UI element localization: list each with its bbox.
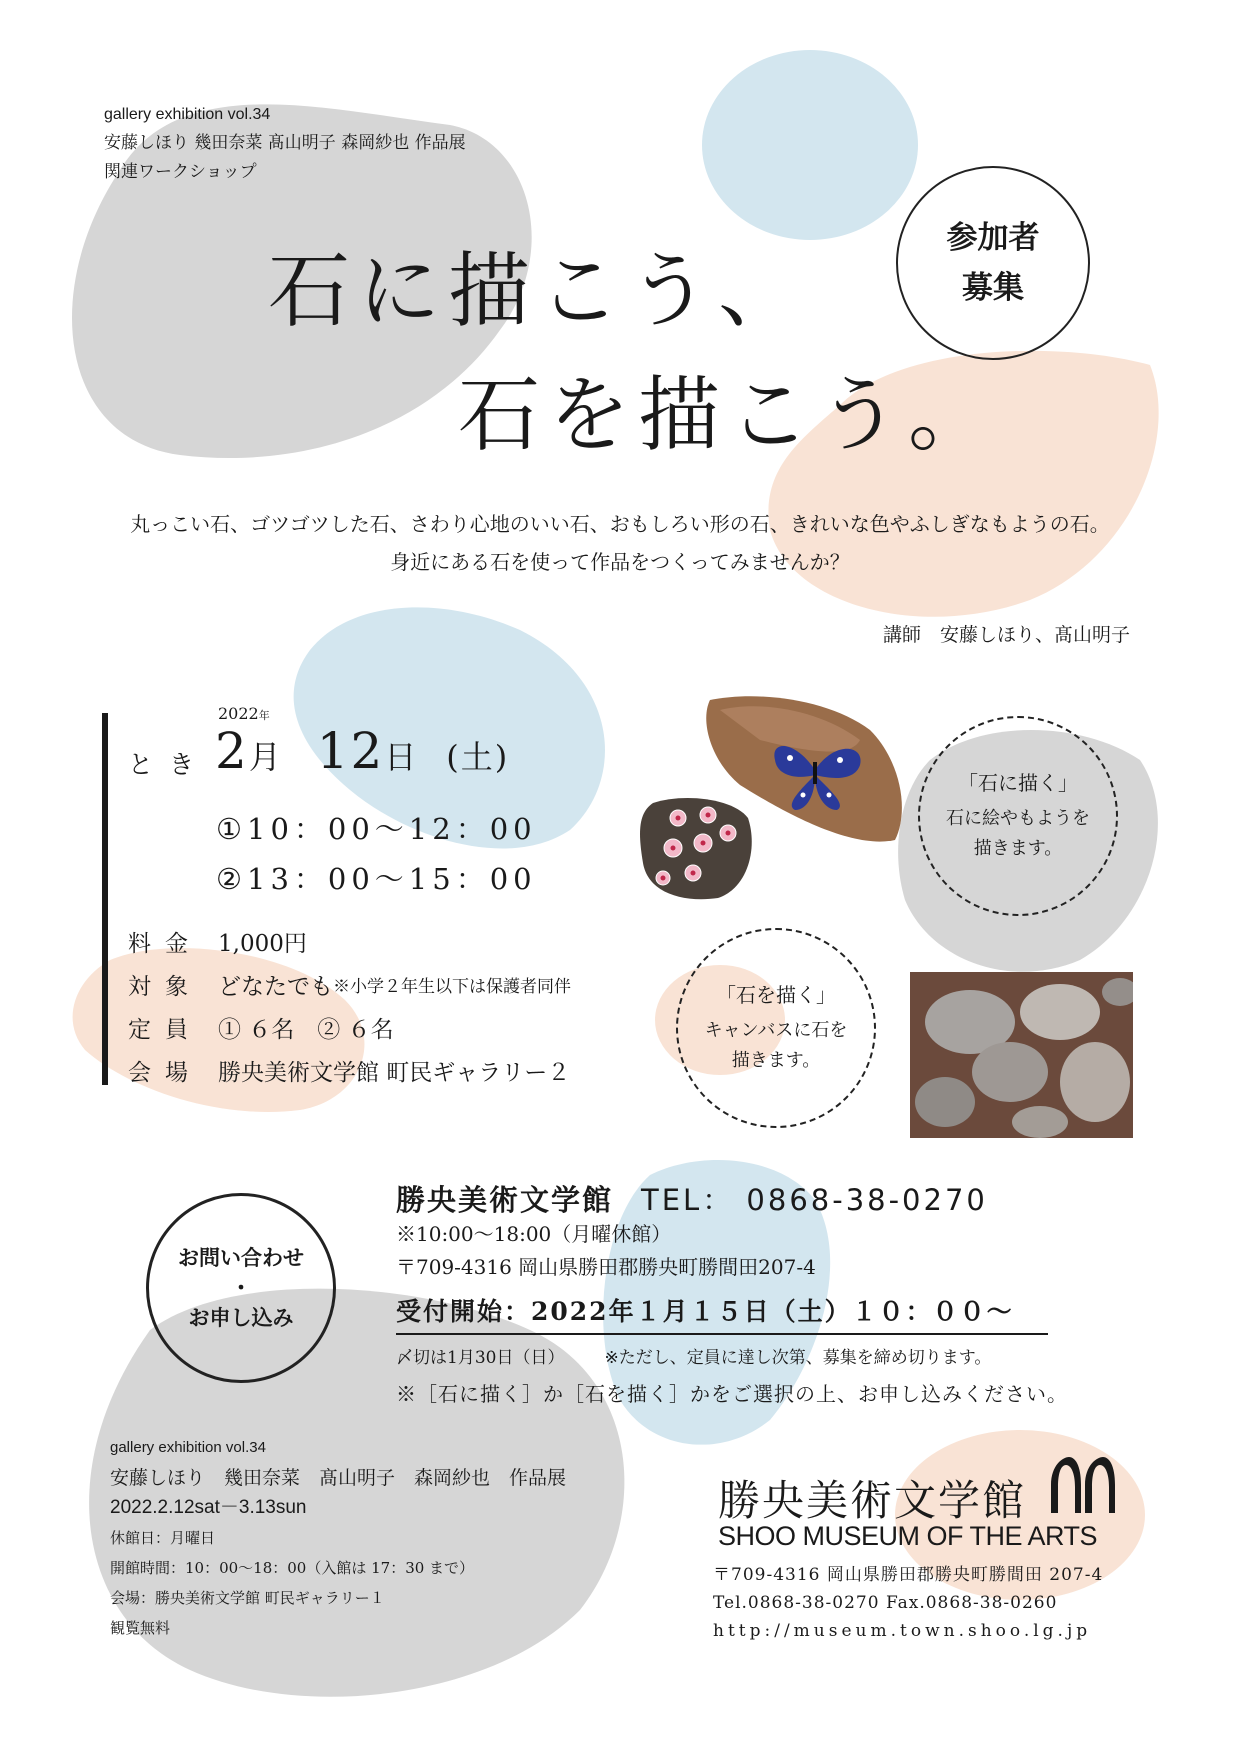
- capacity-value: ① ６名 ② ６名: [218, 1017, 394, 1043]
- schedule-year: 2022年: [218, 704, 270, 723]
- museum-telfax: Tel.0868-38-0270 Fax.0868-38-0260: [713, 1593, 1058, 1613]
- museum-address: 〒709-4316 岡山県勝田郡勝央町勝間田 207-4: [713, 1565, 1104, 1585]
- capacity-row: [128, 1011, 394, 1044]
- participants-wanted-badge: [896, 166, 1090, 360]
- title-line-2: 石を描こう。: [458, 368, 999, 463]
- workshop-b-line-2: 描きます。: [731, 1050, 821, 1071]
- series-label: gallery exhibition vol.34: [104, 106, 271, 123]
- schedule-bar: [102, 713, 108, 1085]
- blue-blob-top: [702, 50, 918, 240]
- target-label: 対象: [128, 974, 202, 1000]
- contact-hours: ※10:00〜18:00（月曜休館）: [396, 1222, 672, 1246]
- target-value: どなたでも: [218, 974, 333, 1000]
- workshop-paint-stones: [676, 928, 876, 1128]
- contact-museum-name: 勝央美術文学館: [396, 1183, 614, 1217]
- workshop-a-line-1: 石に絵やもようを: [946, 808, 1090, 829]
- venue-label: 会場: [128, 1060, 202, 1086]
- flower-stone-photo: [638, 793, 758, 903]
- schedule-label: とき: [128, 750, 211, 779]
- header-info: [104, 100, 466, 187]
- footer-exhibition-info: gallery exhibition vol.34 安藤しほり 幾田奈菜 髙山明子 森岡紗也 作品展 2022.2.12sat－3.13sun 休館日：月曜日 開館時間：10：00〜18：00（入館は 17：30 まで） 会場：勝央美術文学館 町民ギャラリー１ 観覧無料: [110, 1439, 567, 1637]
- museum-url[interactable]: http://museum.town.shoo.lg.jp: [713, 1621, 1092, 1641]
- museum-contact: [713, 1561, 1103, 1645]
- target-note: ※小学２年生以下は保護者同伴: [333, 977, 571, 997]
- museum-logo-jp: 勝央美術文学館: [718, 1476, 1027, 1525]
- time-slot-2: ②13：00〜15：00: [216, 862, 537, 896]
- fee-row: [128, 925, 307, 958]
- stone-painting-photo: [910, 972, 1133, 1138]
- title-line-1: 石に描こう、: [268, 244, 809, 339]
- venue-row: [128, 1054, 570, 1087]
- selection-note: ※［石に描く］か［石を描く］かをご選択の上、お申し込みください。: [396, 1382, 1068, 1406]
- lecturer: 講師 安藤しほり、髙山明子: [882, 624, 1130, 646]
- fee-value: 1,000円: [218, 931, 307, 957]
- workshop-paint-on-stone: [918, 716, 1118, 916]
- venue-value: 勝央美術文学館 町民ギャラリー２: [218, 1060, 571, 1086]
- contact-address: 〒709-4316 岡山県勝田郡勝央町勝間田207-4: [396, 1255, 816, 1279]
- capacity-label: 定員: [128, 1017, 202, 1043]
- inquiry-badge: お問い合わせ ・ お申し込み: [146, 1193, 336, 1383]
- fee-label: 料金: [128, 931, 202, 957]
- exhibition-name: 安藤しほり 幾田奈菜 髙山明子 森岡紗也 作品展: [104, 133, 466, 153]
- museum-logo-en: SHOO MUSEUM OF THE ARTS: [718, 1521, 1098, 1551]
- target-row: [128, 968, 571, 1001]
- contact-tel: TEL： 0868-38-0270: [641, 1183, 988, 1217]
- contact-museum-tel: [396, 1178, 988, 1219]
- reception-underline: [396, 1333, 1048, 1335]
- badge-line-2: 募集: [962, 270, 1024, 306]
- deadline: 〆切は1月30日（日） ※ただし、定員に達し次第、募集を締め切ります。: [396, 1348, 992, 1368]
- workshop-a-line-2: 描きます。: [973, 838, 1063, 859]
- intro-line-2: 身近にある石を使って作品をつくってみませんか？: [390, 550, 850, 574]
- workshop-subtitle: 関連ワークショップ: [104, 162, 257, 182]
- schedule-date: 2月 12日 (土): [215, 722, 510, 780]
- time-slot-1: ①10：00〜12：00: [216, 812, 537, 846]
- workshop-b-heading: 「石を描く」: [716, 983, 836, 1007]
- reception-start: 受付開始：2022年１月１５日（土）１０：００〜: [396, 1297, 1014, 1326]
- intro-text: [60, 505, 1180, 581]
- workshop-a-heading: 「石に描く」: [958, 771, 1078, 795]
- page-title: [268, 230, 998, 478]
- workshop-b-line-1: キャンバスに石を: [704, 1020, 848, 1041]
- museum-arch-logo-icon: [1047, 1455, 1119, 1515]
- badge-line-1: 参加者: [946, 220, 1040, 256]
- intro-line-1: 丸っこい石、ゴツゴツした石、さわり心地のいい石、おもしろい形の石、きれいな色やふしぎなもようの石。: [130, 512, 1110, 536]
